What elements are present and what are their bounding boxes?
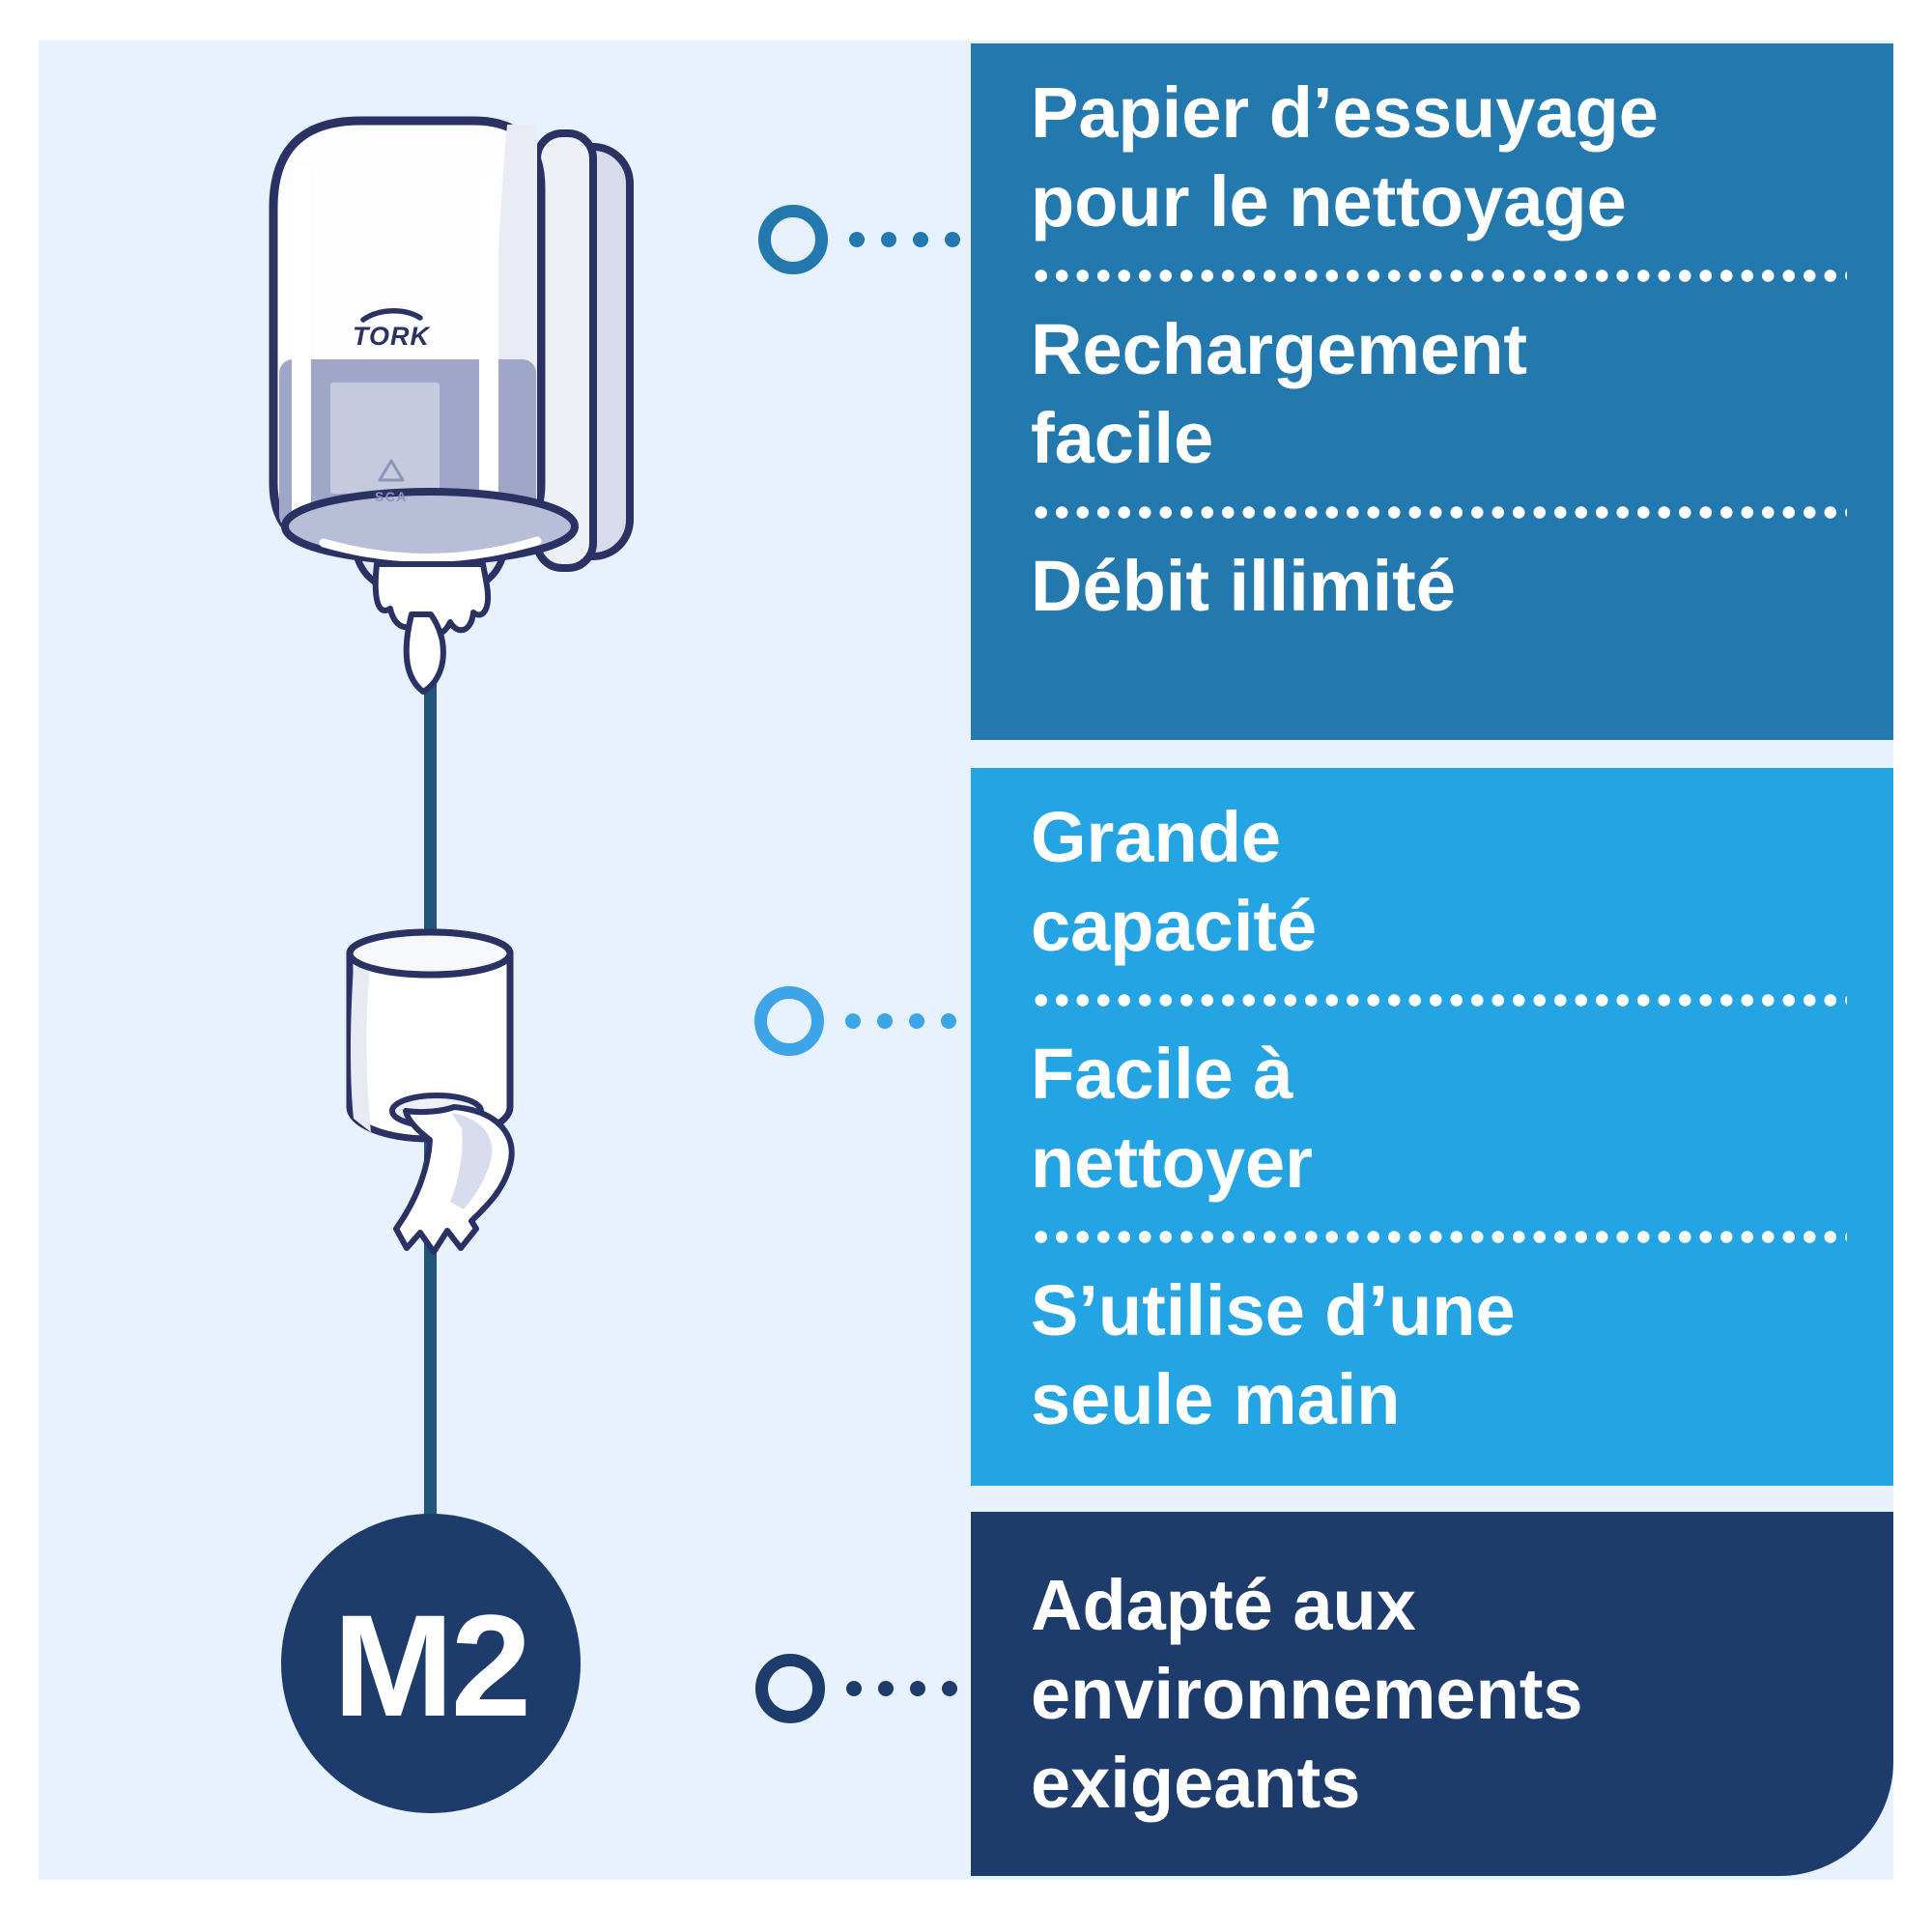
m2-badge [281, 1514, 581, 1813]
dotted-separator [1031, 1231, 1847, 1243]
benefit-line: S’utilise d’une [1031, 1270, 1516, 1350]
benefit-line: Rechargement [1031, 309, 1528, 389]
benefit-line: pour le nettoyage [1031, 161, 1627, 242]
m2-badge-label: M2 [332, 1584, 529, 1747]
benefit-line: Facile à [1031, 1034, 1293, 1114]
dotted-separator [1031, 994, 1847, 1007]
tork-wordmark: TORK [352, 322, 431, 351]
benefit-line: facile [1031, 398, 1214, 478]
sca-wordmark: SCA [374, 489, 409, 504]
benefit-line: seule main [1031, 1359, 1401, 1439]
benefit-line: capacité [1031, 886, 1318, 966]
benefit-line: exigeants [1031, 1742, 1361, 1823]
benefit-line: environnements [1031, 1653, 1583, 1734]
dotted-separator [1031, 270, 1847, 282]
connector-system [755, 1654, 957, 1723]
dispenser-illustration [273, 121, 630, 692]
benefit-line: Grande [1031, 797, 1282, 877]
benefit-panel-system [971, 1512, 1893, 1876]
benefit-line: Adapté aux [1031, 1564, 1416, 1645]
benefit-line: Papier d’essuyage [1031, 72, 1659, 153]
dotted-leader [845, 1013, 956, 1029]
dotted-leader [849, 232, 960, 247]
benefit-panel-dispenser [971, 43, 1893, 740]
benefit-line: nettoyer [1031, 1122, 1313, 1203]
paper-roll-illustration [350, 932, 512, 1252]
dotted-leader [846, 1681, 957, 1696]
ring-icon [754, 986, 824, 1056]
ring-icon [755, 1654, 825, 1723]
benefit-line: Débit illimité [1031, 546, 1456, 626]
dotted-separator [1031, 506, 1847, 519]
connector-dispenser [758, 205, 960, 274]
benefit-panel-refill [971, 768, 1893, 1486]
connector-refill [754, 986, 956, 1056]
ring-icon [758, 205, 828, 274]
